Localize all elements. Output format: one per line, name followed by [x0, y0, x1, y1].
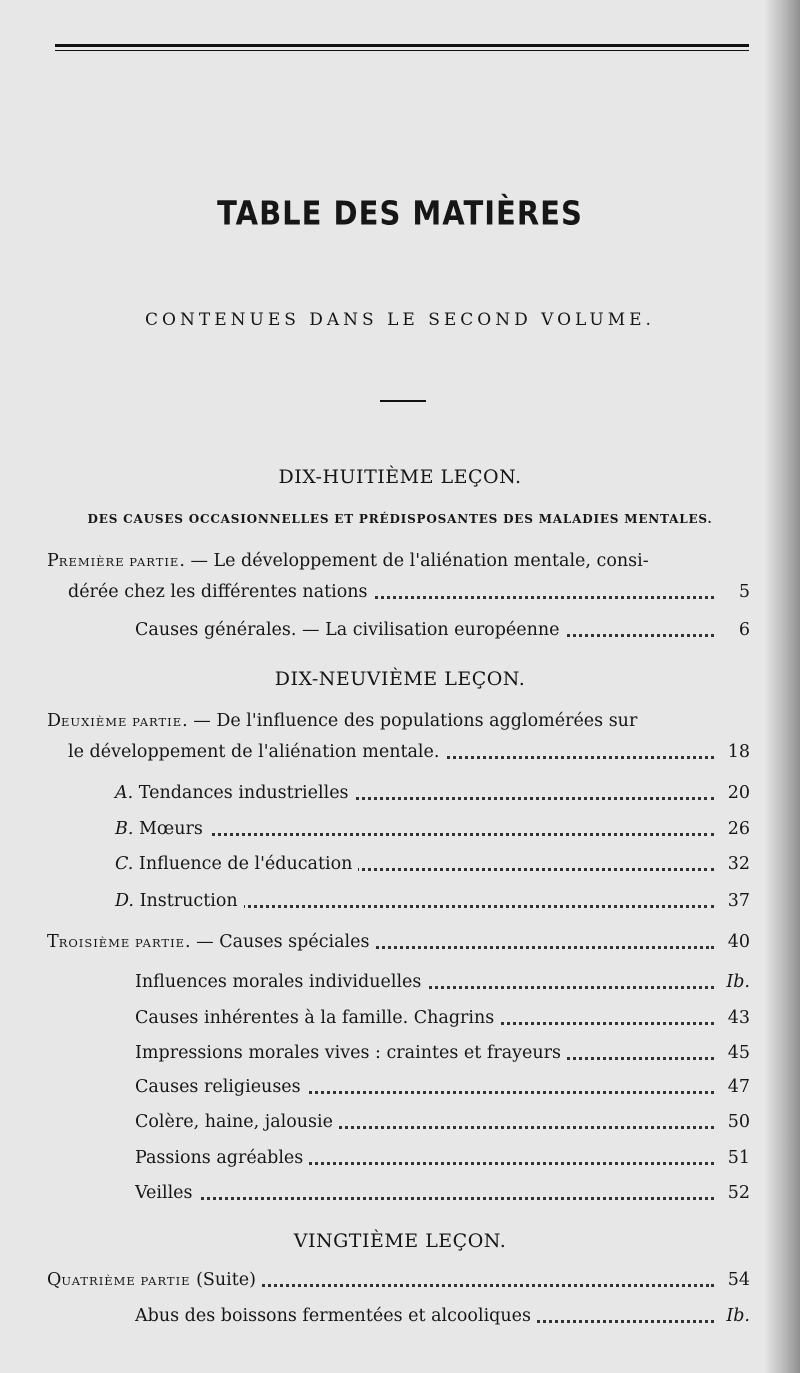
toc-row[interactable]: Causes religieuses 47 [135, 1073, 750, 1101]
toc-row[interactable]: le développement de l'aliénation mentale. 18 [68, 738, 750, 766]
lesson-20-heading: VINGTIÈME LEÇON. [293, 1230, 507, 1252]
page-edge-shadow [764, 0, 800, 1373]
part-1-heading-line1: PREMIÈRE PARTIE. — Le développement de l'aliénation mentale, consi- [47, 551, 649, 571]
lesson-19-heading: DIX-NEUVIÈME LEÇON. [274, 668, 526, 690]
toc-row[interactable]: Causes générales. — La civilisation européenne 6 [135, 616, 750, 644]
part-2-heading-line1: DEUXIÈME PARTIE. — De l'influence des populations agglomérées sur [47, 711, 638, 731]
lesson-18-description: DES CAUSES OCCASIONNELLES ET PRÉDISPOSANTES DES MALADIES MENTALES. [87, 512, 713, 526]
toc-row[interactable]: B. Mœurs 26 [115, 815, 750, 843]
toc-row[interactable]: TROISIÈME PARTIE. — Causes spéciales 40 [47, 928, 750, 956]
toc-row[interactable]: D. Instruction 37 [115, 887, 750, 915]
toc-row[interactable]: Colère, haine, jalousie 50 [135, 1108, 750, 1136]
toc-row[interactable]: Causes inhérentes à la famille. Chagrins 43 [135, 1004, 750, 1032]
section-divider [380, 400, 426, 402]
page-subtitle: CONTENUES DANS LE SECOND VOLUME. [145, 310, 655, 330]
toc-row[interactable]: A. Tendances industrielles 20 [115, 779, 750, 807]
toc-row[interactable]: Veilles 52 [135, 1179, 750, 1207]
toc-row[interactable]: Influences morales individuelles Ib. [135, 968, 750, 996]
toc-row[interactable]: QUATRIÈME PARTIE (Suite) 54 [47, 1266, 750, 1294]
toc-row[interactable]: C. Influence de l'éducation 32 [115, 850, 750, 878]
top-double-rule [55, 44, 749, 51]
toc-row[interactable]: Passions agréables 51 [135, 1144, 750, 1172]
toc-row[interactable]: Abus des boissons fermentées et alcooliques Ib. [135, 1302, 750, 1330]
lesson-18-heading: DIX-HUITIÈME LEÇON. [278, 466, 522, 488]
toc-row[interactable]: Impressions morales vives : craintes et frayeurs 45 [135, 1039, 750, 1067]
toc-row[interactable]: dérée chez les différentes nations 5 [68, 578, 750, 606]
page-title: TABLE DES MATIÈRES [217, 193, 583, 233]
